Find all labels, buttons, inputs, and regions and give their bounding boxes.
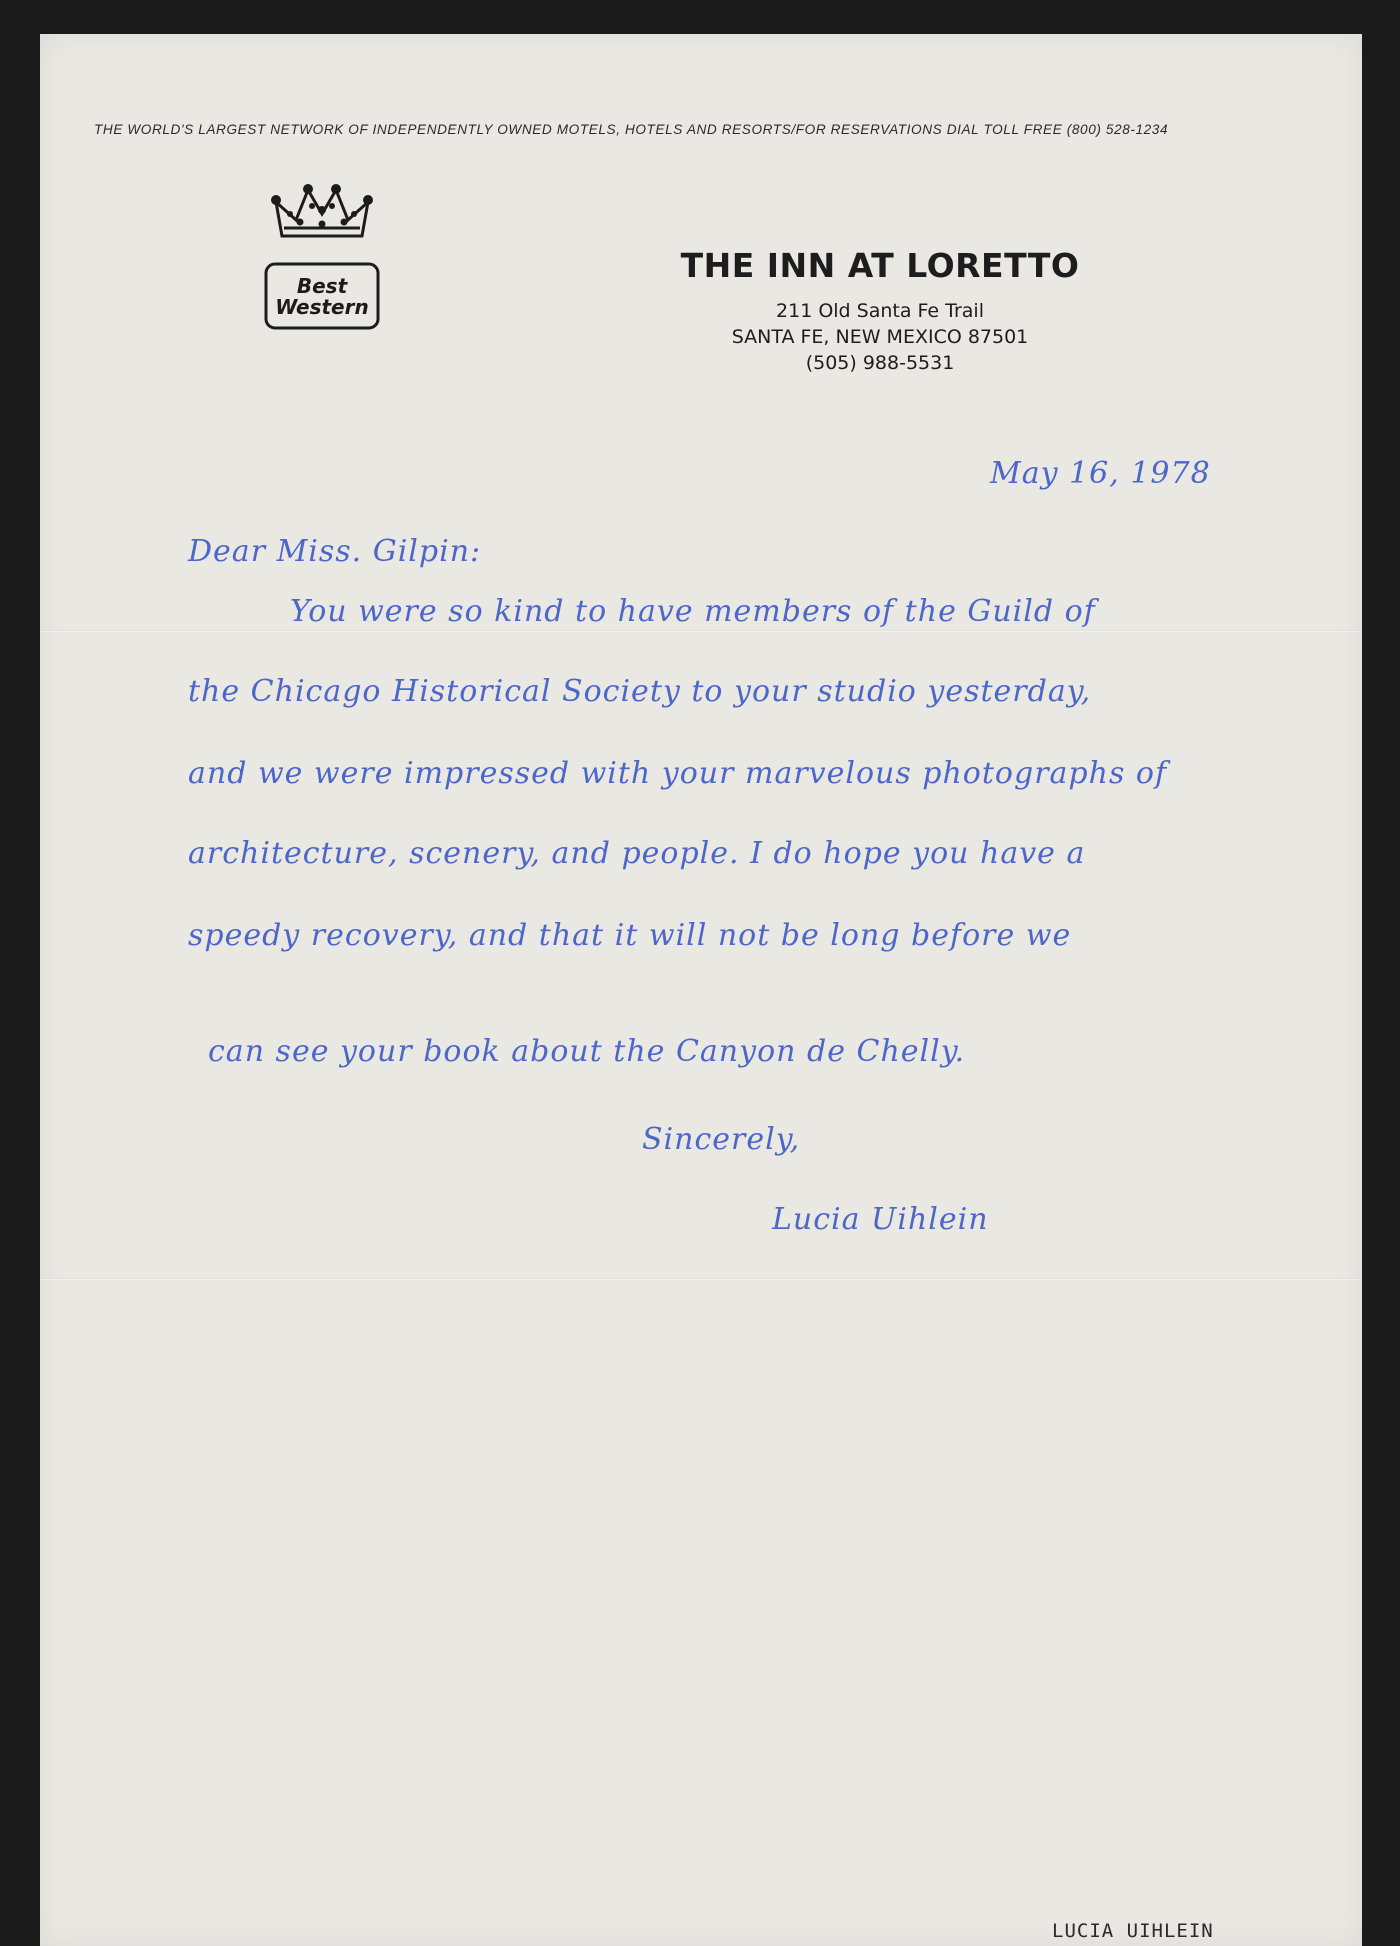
letter-body-line: the Chicago Historical Society to your studio yesterday, (188, 674, 1092, 709)
fold-line (40, 1278, 1362, 1280)
best-western-logo (260, 184, 384, 332)
letter-signature: Lucia Uihlein (772, 1202, 989, 1237)
letter-body-line: You were so kind to have members of the Guild of (290, 594, 1096, 629)
letter-body-line: speedy recovery, and that it will not be long before we (188, 918, 1072, 953)
archive-name-label: LUCIA UIHLEIN (1052, 1920, 1214, 1942)
logo-line-2: Western (275, 295, 369, 319)
logo-line-1: Best (296, 274, 348, 298)
letter-salutation: Dear Miss. Gilpin: (188, 534, 482, 569)
logo-wordmark (268, 276, 376, 318)
letter-page (40, 34, 1362, 1946)
hotel-name: THE INN AT LORETTO (680, 246, 1080, 285)
letter-body-line: architecture, scenery, and people. I do hope you have a (188, 836, 1086, 871)
address-street: 211 Old Santa Fe Trail (776, 300, 984, 322)
letter-date: May 16, 1978 (990, 456, 1211, 491)
letterhead-tagline: THE WORLD'S LARGEST NETWORK OF INDEPENDENTLY OWNED MOTELS, HOTELS AND RESORTS/FOR RESERVATIONS DIAL TOLL FREE (800) 528-1234 (94, 122, 1169, 137)
address-phone: (505) 988-5531 (805, 352, 955, 374)
address-city: SANTA FE, NEW MEXICO 87501 (731, 326, 1029, 348)
fold-line (40, 630, 1362, 632)
letter-body-line: and we were impressed with your marvelous photographs of (188, 756, 1168, 791)
letter-body-line: can see your book about the Canyon de Chelly. (208, 1034, 966, 1069)
letter-closing: Sincerely, (642, 1122, 801, 1157)
